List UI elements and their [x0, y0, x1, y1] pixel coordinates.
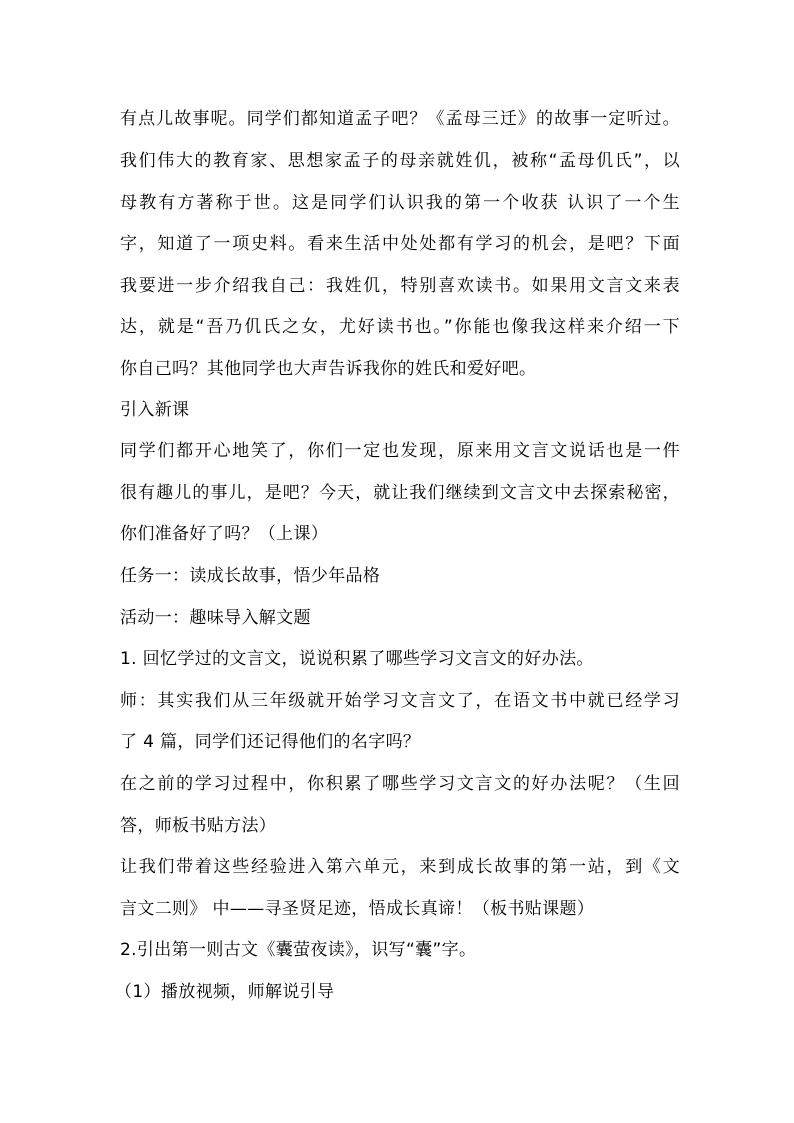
activity-heading: 活动一：趣味导入解文题	[120, 608, 311, 628]
text-line: 有点儿故事呢。同学们都知道孟子吧？《孟母三迁》的故事一定听过。	[120, 109, 680, 129]
numbered-item: 1. 回忆学过的文言文，说说积累了哪些学习文言文的好办法。	[120, 649, 594, 669]
numbered-item: 2.引出第一则古文《囊萤夜读》，识写“囊”字。	[120, 940, 477, 960]
text-line: 我们伟大的教育家、思想家孟子的母亲就姓仉，被称“孟母仉氏”，以	[120, 151, 680, 171]
section-heading: 引入新课	[120, 400, 190, 420]
text-line: 了 4 篇，同学们还记得他们的名字吗？	[120, 732, 421, 752]
text-line: 答，师板书贴方法）	[120, 816, 277, 836]
text-line: 我要进一步介绍我自己：我姓仉，特别喜欢读书。如果用文言文来表	[120, 276, 680, 296]
text-line: 言文二则》 中——寻圣贤足迹，悟成长真谛！（板书贴课题）	[120, 899, 595, 919]
text-line: 你自己吗？其他同学也大声告诉我你的姓氏和爱好吧。	[120, 359, 537, 379]
text-line: 母教有方著称于世。这是同学们认识我的第一个收获 认识了一个生	[120, 193, 680, 213]
text-line: 达，就是“吾乃仉氏之女，尤好读书也。”你能也像我这样来介绍一下	[120, 317, 680, 337]
text-line: 很有趣儿的事儿，是吧？今天，就让我们继续到文言文中去探索秘密，	[120, 483, 680, 503]
text-line: 师：其实我们从三年级就开始学习文言文了，在语文书中就已经学习	[120, 691, 680, 711]
task-heading: 任务一：读成长故事，悟少年品格	[120, 566, 381, 586]
text-line: 你们准备好了吗？（上课）	[120, 524, 329, 544]
text-line: 同学们都开心地笑了，你们一定也发现，原来用文言文说话也是一件	[120, 441, 680, 461]
text-line: 字，知道了一项史料。看来生活中处处都有学习的机会，是吧？下面	[120, 234, 680, 254]
text-line: 让我们带着这些经验进入第六单元，来到成长故事的第一站，到《文	[120, 857, 680, 877]
text-line: 在之前的学习过程中，你积累了哪些学习文言文的好办法呢？（生回	[120, 774, 680, 794]
sub-item: （1）播放视频，师解说引导	[115, 982, 335, 1002]
